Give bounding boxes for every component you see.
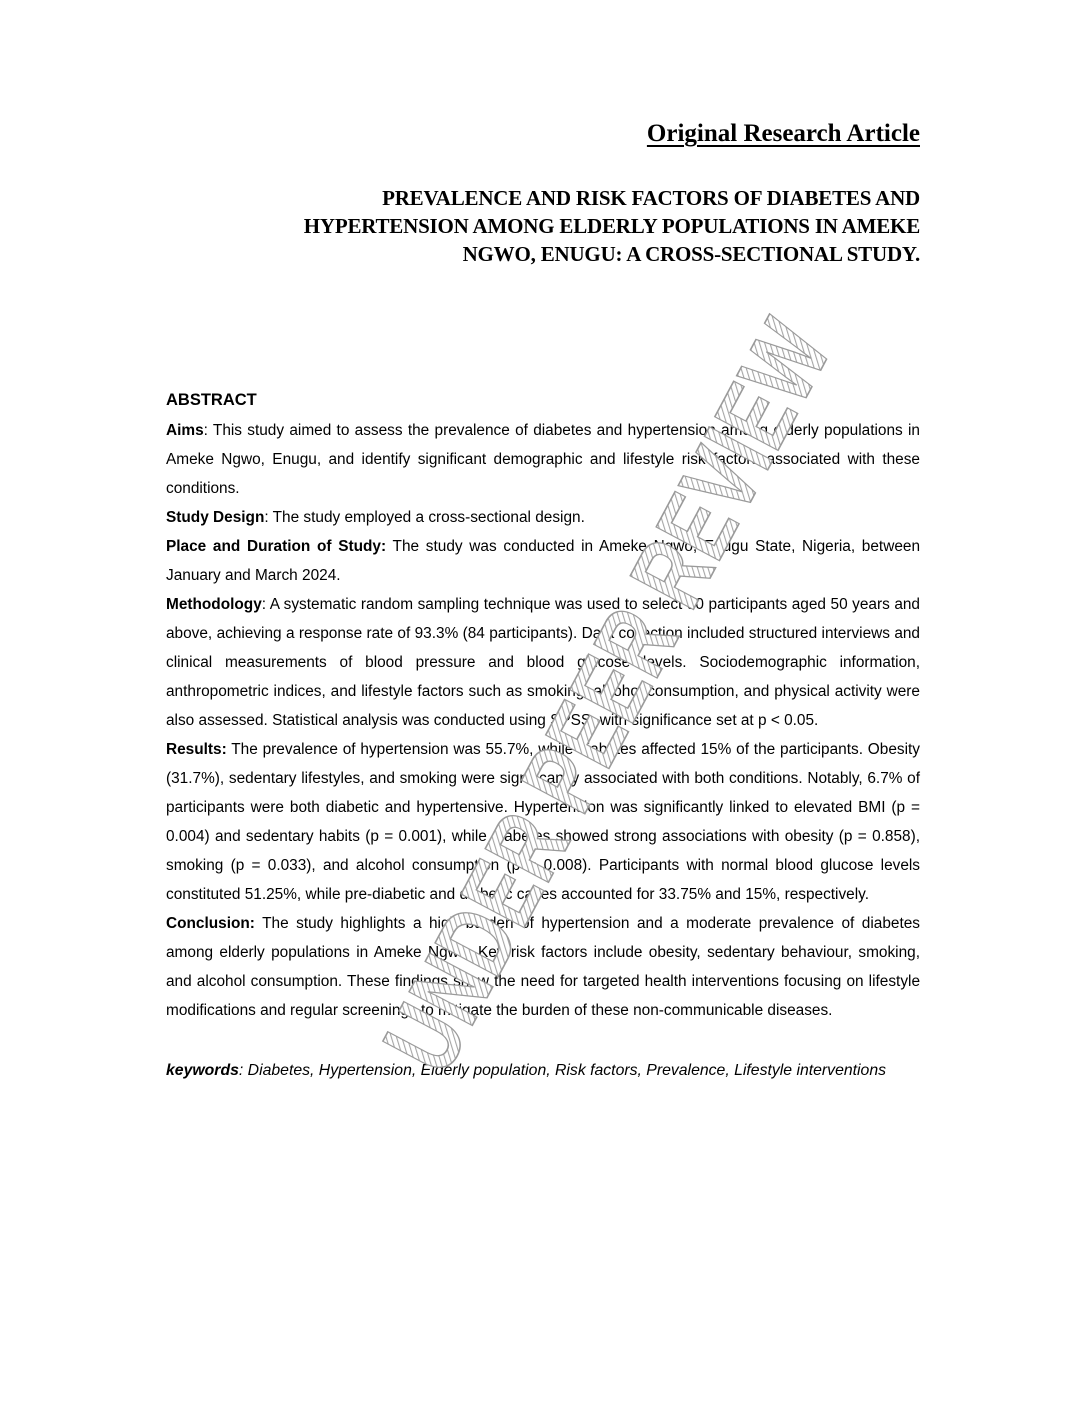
results-label: Results:	[166, 741, 227, 758]
aims-paragraph	[166, 416, 920, 503]
keywords-label: keywords	[166, 1062, 239, 1079]
keywords-text: : Diabetes, Hypertension, Elderly population, Risk factors, Prevalence, Lifestyle interventions	[238, 1062, 887, 1079]
title-line: HYPERTENSION AMONG ELDERLY POPULATIONS IN AMEKE	[303, 214, 920, 238]
study-design-text: : The study employed a cross-sectional design.	[264, 509, 585, 526]
place-duration-paragraph	[166, 532, 920, 590]
aims-label: Aims	[166, 422, 204, 439]
conclusion-label: Conclusion:	[166, 915, 255, 932]
study-design-label: Study Design	[166, 509, 265, 526]
title-line: PREVALENCE AND RISK FACTORS OF DIABETES AND	[382, 186, 920, 210]
place-duration-label: Place and Duration of Study:	[166, 538, 387, 555]
abstract-heading: ABSTRACT	[166, 391, 257, 409]
place-duration-text: The study was conducted in Ameke Ngwo, Enugu State, Nigeria, between January and March 2024.	[166, 538, 920, 584]
paper-title	[160, 184, 920, 268]
keywords-paragraph	[166, 1056, 920, 1085]
methodology-text: : A systematic random sampling technique was used to select 90 participants aged 50 years and above, achieving a response rate of 93.3% (84 participants). Data collection included structured interviews and clinical measurements of blood pressure and blood glucose levels. Sociodemographic information, anthropometric indices, and lifestyle factors such as smoking, alcohol consumption, and physical activity were also assessed. Statistical analysis was conducted using SPSS, with significance set at p < 0.05.	[166, 596, 920, 729]
results-paragraph	[166, 735, 920, 909]
study-design-paragraph	[166, 503, 920, 532]
aims-text: : This study aimed to assess the prevalence of diabetes and hypertension among elderly populations in Ameke Ngwo, Enugu, and identify significant demographic and lifestyle risk factors associated with these conditions.	[166, 422, 920, 497]
methodology-paragraph	[166, 590, 920, 735]
article-type-label: Original Research Article	[646, 120, 920, 147]
methodology-label: Methodology	[166, 596, 262, 613]
title-line: NGWO, ENUGU: A CROSS-SECTIONAL STUDY.	[462, 242, 920, 266]
results-text: The prevalence of hypertension was 55.7%, while diabetes affected 15% of the participants. Obesity (31.7%), sedentary lifestyles, and smoking were significantly associated with both conditions. Notably, 6.7% of participants were both diabetic and hypertensive. Hypertension was significantly linked to elevated BMI (p = 0.004) and sedentary habits (p = 0.001), while diabetes showed strong associations with obesity (p = 0.858), smoking (p = 0.033), and alcohol consumption (p = 0.008). Participants with normal blood glucose levels constituted 51.25%, while pre-diabetic and diabetic cases accounted for 33.75% and 15%, respectively.	[166, 741, 920, 903]
abstract-section	[166, 386, 920, 1085]
conclusion-text: The study highlights a high burden of hypertension and a moderate prevalence of diabetes among elderly populations in Ameke Ngwo. Key risk factors include obesity, sedentary behaviour, smoking, and alcohol consumption. These findings show the need for targeted health interventions focusing on lifestyle modifications and regular screenings to mitigate the burden of these non-communicable diseases.	[166, 915, 920, 1019]
conclusion-paragraph	[166, 909, 920, 1025]
watermark-text: UNDER PEER	[361, 415, 794, 1090]
